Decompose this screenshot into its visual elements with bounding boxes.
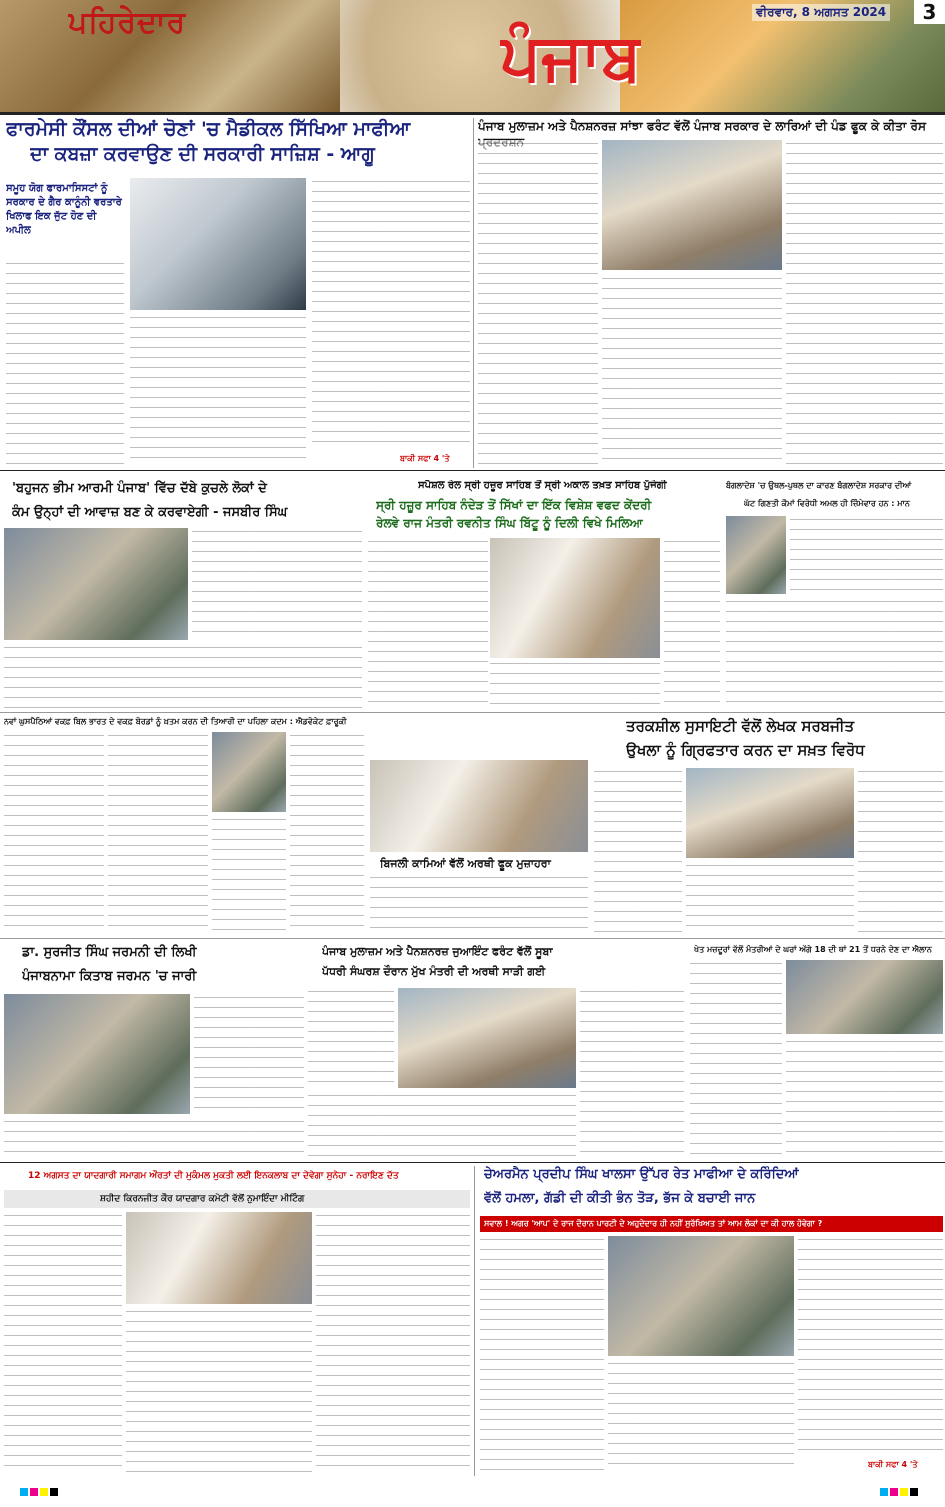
train-photo	[490, 538, 660, 658]
khalsa-photo	[608, 1236, 794, 1356]
joint-front-headline-1: ਪੰਜਾਬ ਮੁਲਾਜ਼ਮ ਅਤੇ ਪੈਨਸ਼ਨਰਜ਼ ਜੁਆਇੰਟ ਫਰੰਟ ਵੱਲੋਂ ਸੂਬਾ	[322, 945, 553, 958]
tarksheel-body-col2	[686, 862, 854, 932]
khalsa-body-col1	[480, 1236, 604, 1472]
farm-workers-headline: ਖੇਤ ਮਜ਼ਦੂਰਾਂ ਵੱਲੋਂ ਮੰਤਰੀਆਂ ਦੇ ਘਰਾਂ ਅੱਗੇ 18 ਦੀ ਥਾਂ 21 ਤੋਂ ਧਰਨੇ ਦੇਣ ਦਾ ਐਲਾਨ	[694, 945, 932, 954]
train-headline-2: ਰੇਲਵੇ ਰਾਜ ਮੰਤਰੀ ਰਵਨੀਤ ਸਿੰਘ ਬਿੱਟੂ ਨੂੰ ਦਿਲੀ ਵਿਖੇ ਮਿਲਿਆ	[376, 516, 643, 530]
farm-workers-photo	[786, 960, 943, 1034]
khalsa-headline-1: ਚੇਅਰਮੈਨ ਪ੍ਰਦੀਪ ਸਿੰਘ ਖਾਲਸਾ ਉੱਪਰ ਰੇਤ ਮਾਫੀਆ ਦੇ ਕਰਿੰਦਿਆਂ	[484, 1167, 799, 1182]
reg-mark-yellow	[40, 1488, 48, 1496]
book-body-col1	[194, 994, 304, 1114]
book-headline-1: ਡਾ. ਸੁਰਜੀਤ ਸਿੰਘ ਜਰਮਨੀ ਦੀ ਲਿਖੀ	[22, 945, 197, 960]
reg-mark-magenta	[30, 1488, 38, 1496]
section-rule-2	[0, 712, 945, 713]
train-body-col2	[490, 660, 660, 708]
memorial-subhead: ਸ਼ਹੀਦ ਕਿਰਨਜੀਤ ਕੌਰ ਯਾਦਗਾਰ ਕਮੇਟੀ ਵੱਲੋਂ ਨੁਮਾਇੰਦਾ ਮੀਟਿੰਗ	[100, 1194, 305, 1204]
waqf-body-col4	[290, 732, 364, 932]
waqf-headline: ਨਵਾਂ ਘੁਸਪੈਠਿਆਂ ਵਕਫ਼ ਬਿਲ ਭਾਰਤ ਦੇ ਵਕਫ਼ ਬੋਰਡਾਂ ਨੂੰ ਖ਼ਤਮ ਕਰਨ ਦੀ ਤਿਆਰੀ ਦਾ ਪਹਿਲਾ ਕਦਮ : ਐਡਵੋਕੇਟ ਫ਼ਾਰੂਕੀ	[4, 717, 347, 726]
memorial-banner: 12 ਅਗਸਤ ਦਾ ਯਾਦਗਾਰੀ ਸਮਾਗਮ ਔਰਤਾਂ ਦੀ ਮੁਕੰਮਲ ਮੁਕਤੀ ਲਈ ਇਨਕਲਾਬ ਦਾ ਦੇਵੇਗਾ ਸੁਨੇਹਾ - ਨਰਾਇਣ ਦੱਤ	[28, 1171, 399, 1181]
bsp-headline-2: ਕੰਮ ਉਨ੍ਹਾਂ ਦੀ ਆਵਾਜ਼ ਬਣ ਕੇ ਕਰਵਾਏਗੀ - ਜਸਬੀਰ ਸਿੰਘ	[12, 505, 288, 520]
date-line: ਵੀਰਵਾਰ, 8 ਅਗਸਤ 2024	[752, 4, 890, 21]
employees-body-col1	[478, 140, 598, 465]
waqf-portrait	[212, 732, 286, 812]
tarksheel-headline-1: ਤਰਕਸ਼ੀਲ ਸੁਸਾਇਟੀ ਵੱਲੋਂ ਲੇਖਕ ਸਰਬਜੀਤ	[626, 717, 855, 735]
waqf-body-col1	[4, 732, 104, 932]
electricity-photo	[370, 760, 588, 852]
pharmacy-body-col3	[312, 178, 470, 450]
employees-body-col3	[786, 140, 943, 465]
farm-workers-body-col1	[690, 960, 782, 1158]
reg-mark-magenta-right	[890, 1488, 898, 1496]
reg-mark-cyan-right	[880, 1488, 888, 1496]
bangladesh-body-col2	[726, 598, 943, 708]
memorial-photo	[126, 1212, 312, 1304]
bangladesh-body-col1	[790, 516, 943, 594]
khalsa-continued: ਬਾਕੀ ਸਫਾ 4 'ਤੇ	[868, 1460, 918, 1469]
tarksheel-body-col3	[858, 768, 943, 933]
bsp-body-bottom	[4, 644, 362, 708]
bangladesh-headline-1: ਬੰਗਲਾਦੇਸ਼ 'ਚ ਉਥਲ-ਪੁਥਲ ਦਾ ਕਾਰਣ ਬੰਗਲਾਦੇਸ਼ ਸਰਕਾਰ ਦੀਆਂ	[726, 481, 912, 490]
section-rule-4	[0, 1162, 945, 1163]
pharmacy-headline-2: ਦਾ ਕਬਜ਼ਾ ਕਰਵਾਉਣ ਦੀ ਸਰਕਾਰੀ ਸਾਜ਼ਿਸ਼ - ਆਗੂ	[30, 143, 375, 165]
bangladesh-headline-2: ਘੱਟ ਗਿਣਤੀ ਕੌਮਾਂ ਵਿਰੋਧੀ ਅਮਲ ਹੀ ਜ਼ਿੰਮੇਵਾਰ ਹਨ : ਮਾਨ	[744, 499, 910, 508]
column-divider	[473, 118, 474, 468]
book-photo	[4, 994, 190, 1114]
bangladesh-portrait	[726, 516, 786, 594]
electricity-headline: ਬਿਜਲੀ ਕਾਮਿਆਂ ਵੱਲੋਂ ਅਰਥੀ ਫੂਕ ਮੁਜ਼ਾਹਰਾ	[380, 857, 551, 870]
reg-mark-yellow-right	[900, 1488, 908, 1496]
reg-mark-cyan	[20, 1488, 28, 1496]
joint-front-photo	[398, 988, 576, 1088]
electricity-body	[370, 874, 588, 932]
bsp-photo	[4, 528, 188, 640]
employees-body-col2	[602, 275, 782, 465]
book-body-col2	[4, 1118, 304, 1158]
khalsa-question: ਸਵਾਲ ! ਅਗਰ 'ਆਪ' ਦੇ ਰਾਜ ਦੌਰਾਨ ਪਾਰਟੀ ਦੇ ਅਹੁਦੇਦਾਰ ਹੀ ਨਹੀਂ ਸੁਰੱਖਿਅਤ ਤਾਂ ਆਮ ਲੋਕਾਂ ਦਾ ਕੀ ਹਾਲ ਹੋਵੇਗਾ ?	[484, 1219, 823, 1228]
train-body-col3	[664, 538, 720, 708]
khalsa-body-col2	[608, 1360, 794, 1472]
joint-front-headline-2: ਪੱਧਰੀ ਸੰਘਰਸ਼ ਦੌਰਾਨ ਮੁੱਖ ਮੰਤਰੀ ਦੀ ਅਰਥੀ ਸਾੜੀ ਗਈ	[322, 965, 546, 978]
pharmacy-subhead: ਸਮੂਹ ਯੋਗ ਫਾਰਮਾਸਿਸਟਾਂ ਨੂੰ ਸਰਕਾਰ ਦੇ ਗੈਰ ਕਾਨੂੰਨੀ ਵਰਤਾਰੇ ਖਿਲਾਫ ਇਕ ਜੁੱਟ ਹੋਣ ਦੀ ਅਪੀਲ	[6, 183, 122, 236]
khalsa-body-col3	[798, 1236, 943, 1458]
column-divider-2	[474, 1166, 475, 1476]
pharmacy-photo	[130, 178, 306, 310]
page-number: 3	[914, 0, 945, 24]
book-headline-2: ਪੰਜਾਬਨਾਮਾ ਕਿਤਾਬ ਜਰਮਨ 'ਚ ਜਾਰੀ	[22, 969, 197, 984]
waqf-body-col2	[108, 732, 208, 932]
train-kicker: ਸਪੈਸ਼ਲ ਰੇਲ ਸ੍ਰੀ ਹਜ਼ੂਰ ਸਾਹਿਬ ਤੋਂ ਸ੍ਰੀ ਅਕਾਲ ਤਖ਼ਤ ਸਾਹਿਬ ਪੁੱਜੇਗੀ	[418, 480, 667, 491]
pharmacy-body-col1	[6, 260, 124, 465]
bsp-headline-1: 'ਬਹੁਜਨ ਭੀਮ ਆਰਮੀ ਪੰਜਾਬ' ਵਿੱਚ ਦੱਬੇ ਕੁਚਲੇ ਲੋਕਾਂ ਦੇ	[12, 481, 267, 496]
memorial-body-col2	[126, 1308, 312, 1472]
train-body-col1	[368, 538, 488, 708]
pharmacy-headline-1: ਫਾਰਮੇਸੀ ਕੌਂਸਲ ਦੀਆਂ ਚੋਣਾਂ 'ਚ ਮੈਡੀਕਲ ਸਿੱਖਿਆ ਮਾਫੀਆ	[6, 118, 411, 140]
section-rule-3	[0, 938, 945, 939]
tarksheel-headline-2: ਉਖਲਾ ਨੂੰ ਗ੍ਰਿਫਤਾਰ ਕਰਨ ਦਾ ਸਖ਼ਤ ਵਿਰੋਧ	[626, 741, 865, 759]
khalsa-headline-2: ਵੱਲੋਂ ਹਮਲਾ, ਗੱਡੀ ਦੀ ਕੀਤੀ ਭੰਨ ਤੋੜ, ਭੱਜ ਕੇ ਬਚਾਈ ਜਾਨ	[484, 1191, 756, 1206]
tarksheel-photo	[686, 768, 854, 858]
employees-protest-photo	[602, 140, 782, 270]
waqf-body-col3	[212, 816, 286, 932]
masthead-rule	[0, 112, 945, 115]
joint-front-body-col1	[308, 988, 394, 1088]
pharmacy-continued: ਬਾਕੀ ਸਫਾ 4 'ਤੇ	[400, 454, 450, 463]
section-title: ਪੰਜਾਬ	[500, 20, 642, 95]
farm-workers-body-col2	[786, 1038, 943, 1158]
reg-mark-black	[50, 1488, 58, 1496]
bsp-body-top	[192, 528, 362, 640]
joint-front-body-col2	[308, 1092, 576, 1158]
pharmacy-body-col2	[130, 314, 306, 464]
joint-front-body-col3	[580, 988, 684, 1158]
reg-mark-black-right	[910, 1488, 918, 1496]
memorial-body-col3	[316, 1212, 470, 1472]
train-headline-1: ਸ੍ਰੀ ਹਜ਼ੂਰ ਸਾਹਿਬ ਨੰਦੇੜ ਤੋਂ ਸਿੱਖਾਂ ਦਾ ਇੱਕ ਵਿਸ਼ੇਸ਼ ਵਫਦ ਕੇਂਦਰੀ	[376, 498, 652, 512]
memorial-body-col1	[4, 1212, 122, 1472]
employees-top-headline: ਪੰਜਾਬ ਮੁਲਾਜ਼ਮ ਅਤੇ ਪੈਨਸ਼ਨਰਜ਼ ਸਾਂਝਾ ਫਰੰਟ ਵੱਲੋਂ ਪੰਜਾਬ ਸਰਕਾਰ ਦੇ ਲਾਰਿਆਂ ਦੀ ਪੰਡ ਫੂਕ ਕੇ ਕੀਤਾ ਰੋਸ	[478, 119, 926, 133]
section-rule	[0, 470, 945, 471]
tarksheel-body-col1	[594, 768, 682, 933]
footer-strip	[0, 1480, 945, 1507]
paper-name: ਪਹਿਰੇਦਾਰ	[68, 5, 187, 40]
